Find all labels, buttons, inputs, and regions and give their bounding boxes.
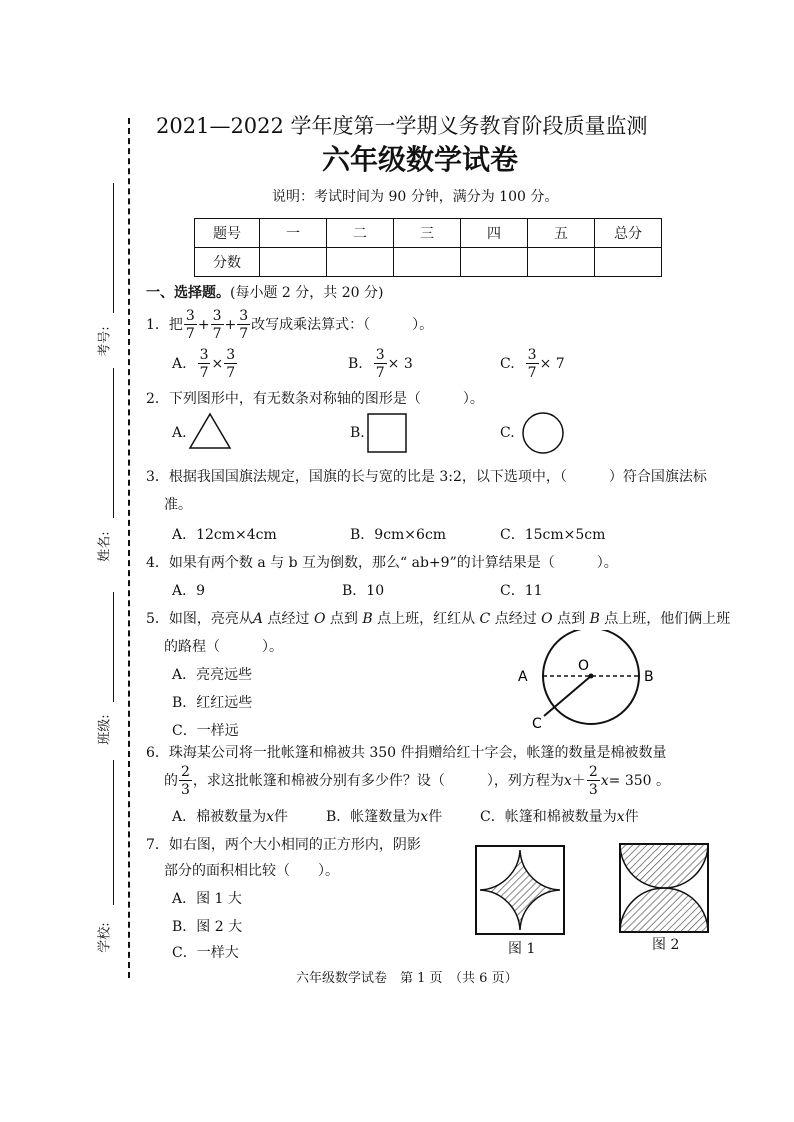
q2-option-a[interactable]: A. xyxy=(172,425,187,441)
section-heading xyxy=(146,286,383,300)
q1-no: 1．把 xyxy=(146,317,183,333)
q7-figure-2 xyxy=(616,840,712,936)
q5-label-o: O xyxy=(578,658,590,674)
q1-tail: 改写成乘法算式：（ ）。 xyxy=(251,317,434,333)
q2-option-b[interactable]: B. xyxy=(350,425,365,441)
q5-stem-line2: 的路程（ ）。 xyxy=(164,639,283,655)
page-title: 六年级数学试卷 xyxy=(322,143,519,176)
q4-option-a[interactable]: A．9 xyxy=(172,583,206,599)
exam-note: 说明：考试时间为 90 分钟，满分为 100 分。 xyxy=(272,189,559,205)
q7-option-a[interactable]: A．图 1 大 xyxy=(172,891,242,907)
q6-option-c[interactable]: C．帐篷和棉被数量为x件 xyxy=(480,809,639,825)
section-heading-note: (每小题 2 分，共 20 分) xyxy=(230,285,384,301)
q7-stem-line1: 7．如右图，两个大小相同的正方形内，阴影 xyxy=(146,837,421,853)
square-figure xyxy=(366,412,410,454)
q6-option-a[interactable]: A．棉被数量为x件 xyxy=(172,809,289,825)
q5-option-b[interactable]: B．红红远些 xyxy=(172,695,253,711)
q4-option-b[interactable]: B．10 xyxy=(342,583,385,599)
q1-option-c[interactable]: C. $\frac{3}{7}$ × 7 xyxy=(500,347,565,381)
q6-stem-line1: 6．珠海某公司将一批帐篷和棉被共 350 件捐赠给红十字会，帐篷的数量是棉被数量 xyxy=(146,745,667,761)
score-row-label: 分数 xyxy=(195,248,260,277)
page-footer: 六年级数学试卷 第 1 页 （共 6 页） xyxy=(296,971,518,986)
title-line1: 2021—2022 学年度第一学期义务教育阶段质量监测 xyxy=(156,114,648,138)
q7-stem-line2: 部分的面积相比较（ ）。 xyxy=(164,863,339,879)
q1-option-a[interactable]: A. $\frac{3}{7}$ × $\frac{3}{7}$ xyxy=(172,347,236,381)
exam-no-label: 考号: xyxy=(97,326,113,357)
q6-stem-line2: 的 $\frac{2}{3}$ ，求这批帐篷和棉被分别有多少件？设（ ），列方程为 x ＋ $\frac{2}{3}$ x = 350 。 xyxy=(164,764,671,798)
score-blank[interactable] xyxy=(595,248,662,277)
q1-fraction: $\frac{3}{7}$ xyxy=(185,308,195,342)
q4-option-c[interactable]: C．11 xyxy=(500,583,543,599)
q7-figure-2-caption: 图 2 xyxy=(652,937,680,953)
q5-label-c: C xyxy=(532,716,542,730)
q5-label-b: B xyxy=(644,669,654,685)
q3-option-b[interactable]: B．9cm×6cm xyxy=(350,527,447,543)
score-table-header-row xyxy=(195,219,662,248)
name-label: 姓名: xyxy=(97,531,113,562)
q7-option-b[interactable]: B．图 2 大 xyxy=(172,919,243,935)
score-blank[interactable] xyxy=(461,248,528,277)
score-table-score-row xyxy=(195,248,662,277)
score-table xyxy=(194,218,662,277)
score-blank[interactable] xyxy=(327,248,394,277)
score-cell-label: 题号 xyxy=(195,219,260,248)
q7-figure-1 xyxy=(470,842,570,938)
score-cell-4: 四 xyxy=(461,219,528,248)
q3-stem-line1: 3．根据我国国旗法规定，国旗的长与宽的比是 3:2，以下选项中，（ ）符合国旗法标 xyxy=(146,469,707,485)
binding-dashed-line xyxy=(128,118,130,978)
q2-stem: 2．下列图形中，有无数条对称轴的图形是（ ）。 xyxy=(146,391,484,407)
q5-stem-line1: 5．如图，亮亮从A 点经过 O 点到 B 点上班，红红从 C 点经过 O 点到 B 点上班，他们俩上班 xyxy=(146,611,731,627)
q2-option-c[interactable]: C. xyxy=(500,425,515,441)
q6-option-b[interactable]: B．帐篷数量为x件 xyxy=(326,809,443,825)
score-blank[interactable] xyxy=(528,248,595,277)
score-blank[interactable] xyxy=(260,248,327,277)
q1-option-b[interactable]: B. $\frac{3}{7}$ × 3 xyxy=(348,347,413,381)
score-blank[interactable] xyxy=(394,248,461,277)
section-heading-title: 一、选择题。 xyxy=(146,285,230,301)
q7-option-c[interactable]: C．一样大 xyxy=(172,945,239,961)
q3-option-c[interactable]: C．15cm×5cm xyxy=(500,527,606,543)
class-line xyxy=(113,592,114,702)
q5-option-c[interactable]: C．一样远 xyxy=(172,723,239,739)
q5-option-a[interactable]: A．亮亮远些 xyxy=(172,667,253,683)
score-cell-1: 一 xyxy=(260,219,327,248)
school-line xyxy=(113,760,114,905)
score-cell-5: 五 xyxy=(528,219,595,248)
q4-stem: 4．如果有两个数 a 与 b 互为倒数，那么“ ab+9”的计算结果是（ ）。 xyxy=(146,555,618,571)
q1-stem xyxy=(146,308,433,342)
exam-no-line xyxy=(113,183,114,313)
triangle-figure xyxy=(188,412,232,450)
q3-option-a[interactable]: A．12cm×4cm xyxy=(172,527,277,543)
q1-fraction: $\frac{3}{7}$ xyxy=(212,308,222,342)
q1-plus: + xyxy=(224,317,237,333)
circle-figure xyxy=(520,410,566,456)
q5-circle-figure xyxy=(510,630,660,730)
score-cell-3: 三 xyxy=(394,219,461,248)
name-line xyxy=(113,368,114,518)
class-label: 班级: xyxy=(97,714,113,745)
q1-plus: + xyxy=(197,317,210,333)
q7-figure-1-caption: 图 1 xyxy=(508,941,536,957)
score-cell-total: 总分 xyxy=(595,219,662,248)
score-cell-2: 二 xyxy=(327,219,394,248)
q5-label-a: A xyxy=(518,669,528,685)
school-label: 学校: xyxy=(97,922,113,953)
q1-fraction: $\frac{3}{7}$ xyxy=(239,308,249,342)
q3-stem-line2: 准。 xyxy=(164,497,192,513)
